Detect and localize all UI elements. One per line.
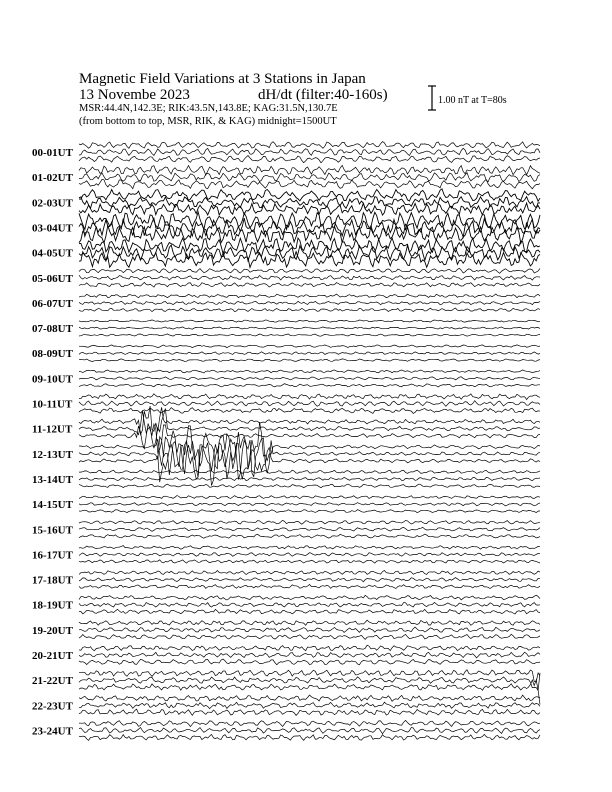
hour-label: 02-03UT [32, 197, 73, 210]
station-trace [79, 225, 540, 243]
chart-date: 13 Novembe 2023 [79, 87, 190, 103]
station-trace [79, 520, 540, 524]
hour-label: 20-21UT [32, 650, 73, 662]
station-trace [79, 484, 540, 488]
station-trace [79, 401, 540, 407]
station-trace [79, 659, 540, 665]
station-trace [79, 268, 540, 273]
station-trace [79, 212, 540, 230]
scale-bar-label: 1.00 nT at T=80s [438, 95, 507, 106]
hour-label: 17-18UT [32, 574, 73, 587]
hour-label-group [32, 147, 74, 737]
station-trace [79, 359, 540, 362]
station-trace [79, 282, 540, 287]
station-trace [79, 595, 540, 600]
hour-label: 13-14UT [32, 473, 73, 486]
station-trace [79, 496, 540, 499]
station-trace [79, 553, 540, 557]
station-trace [79, 609, 540, 614]
station-trace [79, 327, 540, 329]
hour-label: 23-24UT [32, 725, 73, 738]
station-trace [79, 156, 540, 163]
station-trace [79, 408, 540, 414]
station-trace [79, 301, 540, 304]
station-trace [79, 585, 540, 589]
station-trace [79, 142, 540, 149]
station-trace [79, 673, 540, 691]
station-trace [79, 370, 540, 373]
hour-label: 01-02UT [32, 172, 73, 185]
station-trace [79, 680, 540, 705]
hour-label: 06-07UT [32, 297, 73, 310]
station-trace [79, 503, 540, 506]
station-trace [79, 560, 540, 563]
station-trace [79, 734, 540, 740]
station-trace [79, 345, 540, 348]
hour-label: 05-06UT [32, 272, 73, 285]
hour-label: 00-01UT [32, 147, 73, 159]
station-trace [79, 652, 540, 658]
station-trace [79, 238, 540, 254]
trace-order-note: (from bottom to top, MSR, RIK, & KAG) midnight=1500UT [79, 116, 337, 127]
station-trace [79, 720, 540, 726]
chart-title: Magnetic Field Variations at 3 Stations in Japan [79, 71, 366, 87]
hour-label: 10-11UT [32, 398, 73, 411]
hour-label: 04-05UT [32, 247, 73, 260]
chart-measure: dH/dt (filter:40-160s) [258, 87, 388, 103]
station-trace [79, 620, 540, 625]
station-trace [79, 148, 540, 155]
station-trace [79, 308, 540, 312]
hour-label: 21-22UT [32, 675, 73, 688]
station-trace [79, 165, 540, 175]
station-trace [79, 634, 540, 639]
station-trace [79, 173, 540, 182]
station-trace [79, 627, 540, 632]
station-trace [79, 384, 540, 387]
station-trace [79, 728, 540, 734]
station-trace [79, 275, 540, 280]
station-trace [79, 409, 540, 449]
trace-group [79, 142, 540, 741]
station-trace [79, 394, 540, 400]
hour-label: 07-08UT [32, 323, 73, 336]
hour-label: 08-09UT [32, 348, 73, 361]
station-trace [79, 294, 540, 298]
hour-label: 16-17UT [32, 549, 73, 562]
station-trace [79, 709, 540, 715]
station-trace [79, 197, 540, 209]
station-trace [79, 527, 540, 531]
station-coordinates: MSR:44.4N,142.3E; RIK:43.5N,143.8E; KAG:31.5N,130.7E [79, 103, 338, 114]
hour-label: 11-12UT [32, 423, 73, 436]
station-trace [79, 670, 540, 682]
station-trace [79, 352, 540, 355]
hour-label: 18-19UT [32, 599, 73, 612]
hour-label: 09-10UT [32, 373, 73, 386]
station-trace [79, 477, 540, 480]
station-trace [79, 470, 540, 473]
station-trace [79, 424, 540, 454]
station-trace [79, 534, 540, 538]
hour-label: 12-13UT [32, 448, 73, 461]
hour-label: 14-15UT [32, 499, 73, 512]
station-trace [79, 510, 540, 513]
station-trace [79, 377, 540, 380]
station-trace [79, 440, 540, 486]
hour-label: 22-23UT [32, 700, 73, 713]
station-trace [79, 645, 540, 651]
hour-label: 19-20UT [32, 624, 73, 637]
station-trace [79, 702, 540, 708]
station-trace [79, 571, 540, 575]
station-trace [79, 603, 540, 608]
scale-bar [428, 86, 436, 110]
hour-label: 15-16UT [32, 524, 73, 537]
station-trace [79, 334, 540, 336]
station-trace [79, 578, 540, 582]
station-trace [79, 320, 540, 322]
hour-label: 03-04UT [32, 222, 73, 235]
station-trace [79, 546, 540, 550]
station-trace [79, 695, 540, 701]
station-trace [79, 203, 540, 215]
